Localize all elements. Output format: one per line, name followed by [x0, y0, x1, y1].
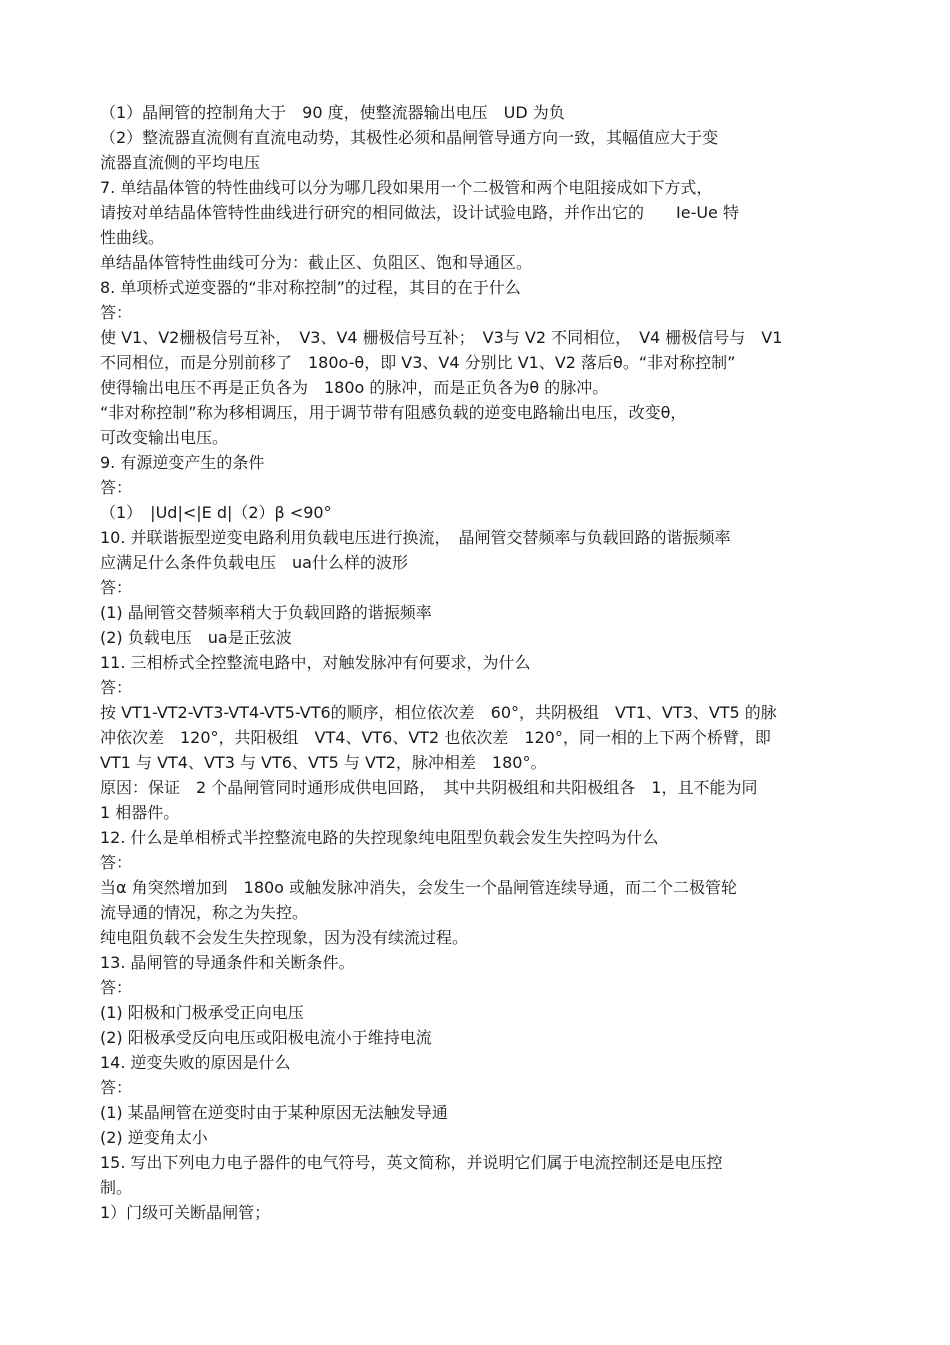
text-line: 8. 单项桥式逆变器的“非对称控制”的过程，其目的在于什么 — [100, 278, 521, 297]
text-line: 答： — [100, 303, 133, 322]
text-line: （2）整流器直流侧有直流电动势，其极性必须和晶闸管导通方向一致，其幅值应大于变 — [100, 128, 719, 147]
text-line: “非对称控制”称为移相调压，用于调节带有阻感负载的逆变电路输出电压，改变θ， — [100, 403, 687, 422]
text-line: 答： — [100, 578, 133, 597]
text-line: 9. 有源逆变产生的条件 — [100, 453, 265, 472]
text-line: 流器直流侧的平均电压 — [100, 153, 261, 172]
text-line: 11. 三相桥式全控整流电路中，对触发脉冲有何要求，为什么 — [100, 653, 531, 672]
text-line: 答： — [100, 978, 133, 997]
text-line: 制。 — [100, 1178, 133, 1197]
text-line: 冲依次差 120°，共阳极组 VT4、VT6、VT2 也依次差 120°，同一相的上下两个桥臂，即 — [100, 728, 771, 747]
text-line: (2) 阳极承受反向电压或阳极电流小于维持电流 — [100, 1028, 432, 1047]
text-line: 答： — [100, 478, 133, 497]
text-line: (2) 负载电压 ua是正弦波 — [100, 628, 292, 647]
text-line: 应满足什么条件负载电压 ua什么样的波形 — [100, 553, 408, 572]
text-line: 使得输出电压不再是正负各为 180o 的脉冲，而是正负各为θ 的脉冲。 — [100, 378, 609, 397]
text-line: 使 V1、V2栅极信号互补， V3、V4 栅极信号互补； V3与 V2 不同相位， V4 栅极信号与 V1 — [100, 328, 783, 347]
text-line: （1）晶闸管的控制角大于 90 度，使整流器输出电压 UD 为负 — [100, 103, 565, 122]
text-line: 不同相位，而是分别前移了 180o-θ，即 V3、V4 分别比 V1、V2 落后θ。“非对称控制” — [100, 353, 736, 372]
text-line: 1 相器件。 — [100, 803, 180, 822]
text-line: 7. 单结晶体管的特性曲线可以分为哪几段如果用一个二极管和两个电阻接成如下方式， — [100, 178, 713, 197]
text-line: (1) 晶闸管交替频率稍大于负载回路的谐振频率 — [100, 603, 432, 622]
text-line: 性曲线。 — [100, 228, 165, 247]
text-line: 按 VT1-VT2-VT3-VT4-VT5-VT6的顺序，相位依次差 60°，共阴极组 VT1、VT3、VT5 的脉 — [100, 703, 777, 722]
text-line: 请按对单结晶体管特性曲线进行研究的相同做法，设计试验电路，并作出它的 Ie-Ue 特 — [100, 203, 739, 222]
text-line: 答： — [100, 678, 133, 697]
text-line: 13. 晶闸管的导通条件和关断条件。 — [100, 953, 355, 972]
text-line: (1) 某晶闸管在逆变时由于某种原因无法触发导通 — [100, 1103, 448, 1122]
text-line: 纯电阻负载不会发生失控现象，因为没有续流过程。 — [100, 928, 469, 947]
text-line: （1） |Ud|<|E d|（2）β <90° — [100, 503, 332, 522]
text-line: 1）门级可关断晶闸管； — [100, 1203, 271, 1222]
text-line: 12. 什么是单相桥式半控整流电路的失控现象纯电阻型负载会发生失控吗为什么 — [100, 828, 659, 847]
text-line: 单结晶体管特性曲线可分为：截止区、负阻区、饱和导通区。 — [100, 253, 533, 272]
text-line: 14. 逆变失败的原因是什么 — [100, 1053, 291, 1072]
text-line: (1) 阳极和门极承受正向电压 — [100, 1003, 304, 1022]
text-line: 答： — [100, 853, 133, 872]
text-line: 答： — [100, 1078, 133, 1097]
text-line: (2) 逆变角太小 — [100, 1128, 208, 1147]
text-line: VT1 与 VT4、VT3 与 VT6、VT5 与 VT2，脉冲相差 180°。 — [100, 753, 547, 772]
text-line: 15. 写出下列电力电子器件的电气符号，英文简称，并说明它们属于电流控制还是电压控 — [100, 1153, 723, 1172]
text-line: 原因：保证 2 个晶闸管同时通形成供电回路， 其中共阴极组和共阳极组各 1，且不能为同 — [100, 778, 758, 797]
text-line: 流导通的情况，称之为失控。 — [100, 903, 309, 922]
text-line: 当α 角突然增加到 180o 或触发脉冲消失，会发生一个晶闸管连续导通，而二个二极管轮 — [100, 878, 738, 897]
text-line: 10. 并联谐振型逆变电路利用负载电压进行换流， 晶闸管交替频率与负载回路的谐振频率 — [100, 528, 731, 547]
text-line: 可改变输出电压。 — [100, 428, 229, 447]
